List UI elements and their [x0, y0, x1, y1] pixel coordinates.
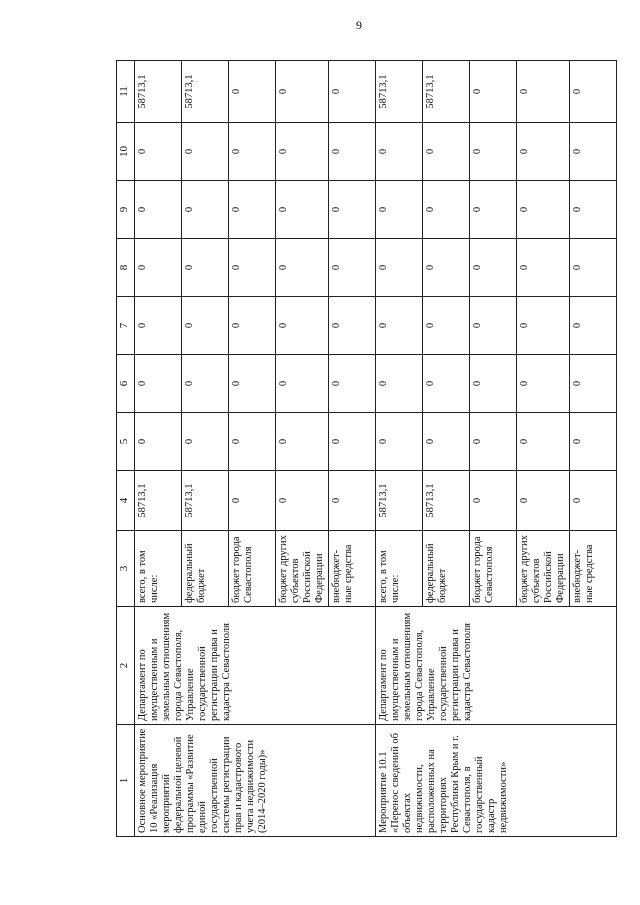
value-cell: 0	[470, 123, 517, 181]
value-cell: 0	[517, 61, 570, 123]
value-cell: 0	[182, 239, 229, 297]
activity-executor: Департамент по имущественным и земельным отношениям города Севастополя, Управление государственной регистрации права и кадастра Севастополя	[376, 607, 617, 725]
value-cell: 0	[135, 239, 182, 297]
funding-source: бюджет города Севастополя	[229, 531, 276, 607]
value-cell: 0	[329, 413, 376, 471]
value-cell: 0	[229, 355, 276, 413]
value-cell: 0	[135, 355, 182, 413]
value-cell: 0	[182, 123, 229, 181]
value-cell: 0	[376, 239, 423, 297]
value-cell: 0	[517, 123, 570, 181]
value-cell: 0	[229, 471, 276, 531]
value-cell: 58713,1	[376, 61, 423, 123]
value-cell: 0	[423, 413, 470, 471]
funding-source: федеральный бюджет	[182, 531, 229, 607]
funding-source: внебюджет-ные средства	[329, 531, 376, 607]
value-cell: 0	[570, 239, 617, 297]
column-number: 4	[117, 471, 135, 531]
funding-table	[116, 60, 617, 837]
value-cell: 0	[517, 181, 570, 239]
activity-executor: Департамент по имущественным и земельным отношениям города Севастополя, Управление государственной регистрации права и кадастра Севастополя	[135, 607, 376, 725]
value-cell: 0	[470, 355, 517, 413]
column-number: 6	[117, 355, 135, 413]
value-cell: 58713,1	[135, 61, 182, 123]
value-cell: 0	[329, 61, 376, 123]
value-cell: 0	[570, 355, 617, 413]
value-cell: 0	[229, 297, 276, 355]
value-cell: 58713,1	[376, 471, 423, 531]
column-number: 9	[117, 181, 135, 239]
value-cell: 0	[229, 123, 276, 181]
value-cell: 0	[329, 297, 376, 355]
value-cell: 0	[229, 61, 276, 123]
value-cell: 0	[423, 123, 470, 181]
value-cell: 0	[470, 413, 517, 471]
value-cell: 0	[470, 61, 517, 123]
value-cell: 0	[570, 471, 617, 531]
value-cell: 0	[470, 181, 517, 239]
funding-source: бюджет других субъектов Российской Федерации	[517, 531, 570, 607]
column-number: 3	[117, 531, 135, 607]
value-cell: 0	[423, 355, 470, 413]
value-cell: 0	[329, 239, 376, 297]
column-number: 1	[117, 725, 135, 837]
funding-source: федеральный бюджет	[423, 531, 470, 607]
value-cell: 0	[376, 413, 423, 471]
value-cell: 0	[376, 297, 423, 355]
value-cell: 0	[423, 297, 470, 355]
value-cell: 0	[182, 181, 229, 239]
value-cell: 0	[329, 471, 376, 531]
funding-source: бюджет других субъектов Российской Федерации	[276, 531, 329, 607]
column-number: 10	[117, 123, 135, 181]
column-number: 7	[117, 297, 135, 355]
value-cell: 0	[376, 123, 423, 181]
value-cell: 0	[276, 239, 329, 297]
value-cell: 0	[470, 471, 517, 531]
value-cell: 0	[182, 413, 229, 471]
value-cell: 58713,1	[423, 471, 470, 531]
funding-source: внебюджет-ные средства	[570, 531, 617, 607]
value-cell: 0	[517, 239, 570, 297]
value-cell: 0	[135, 181, 182, 239]
value-cell: 0	[470, 239, 517, 297]
column-number: 11	[117, 61, 135, 123]
value-cell: 0	[229, 239, 276, 297]
value-cell: 0	[570, 297, 617, 355]
activity-name: Мероприятие 10.1 «Перенос сведений об объектах недвижимости, расположенных на территориях Республики Крым и г. Севастополя, в государственный кадастр недвижимости»	[376, 725, 617, 837]
column-number: 5	[117, 413, 135, 471]
value-cell: 0	[276, 123, 329, 181]
value-cell: 0	[570, 413, 617, 471]
funding-source: всего, в том числе:	[376, 531, 423, 607]
value-cell: 0	[276, 471, 329, 531]
value-cell: 58713,1	[135, 471, 182, 531]
value-cell: 0	[135, 123, 182, 181]
value-cell: 0	[182, 297, 229, 355]
activity-name: Основное мероприятие 10 «Реализация мероприятий федеральной целевой программы «Развитие единой государственной системы регистрации прав и кадастрового учета недвижимости (2014–2020 годы)»	[135, 725, 376, 837]
table-row	[376, 61, 423, 837]
column-number: 8	[117, 239, 135, 297]
value-cell: 0	[517, 413, 570, 471]
value-cell: 0	[376, 181, 423, 239]
table-row	[135, 61, 182, 837]
value-cell: 0	[182, 355, 229, 413]
value-cell: 0	[276, 61, 329, 123]
value-cell: 58713,1	[182, 61, 229, 123]
value-cell: 58713,1	[182, 471, 229, 531]
value-cell: 0	[423, 181, 470, 239]
value-cell: 58713,1	[423, 61, 470, 123]
value-cell: 0	[276, 297, 329, 355]
value-cell: 0	[470, 297, 517, 355]
value-cell: 0	[329, 355, 376, 413]
value-cell: 0	[570, 181, 617, 239]
value-cell: 0	[276, 355, 329, 413]
value-cell: 0	[229, 413, 276, 471]
value-cell: 0	[135, 413, 182, 471]
value-cell: 0	[276, 181, 329, 239]
column-number: 2	[117, 607, 135, 725]
rotated-table-stage	[116, 61, 595, 837]
value-cell: 0	[229, 181, 276, 239]
value-cell: 0	[376, 355, 423, 413]
value-cell: 0	[570, 61, 617, 123]
value-cell: 0	[570, 123, 617, 181]
funding-source: всего, в том числе:	[135, 531, 182, 607]
value-cell: 0	[329, 123, 376, 181]
value-cell: 0	[517, 297, 570, 355]
funding-source: бюджет города Севастополя	[470, 531, 517, 607]
column-number-row	[117, 61, 135, 837]
value-cell: 0	[517, 471, 570, 531]
value-cell: 0	[276, 413, 329, 471]
value-cell: 0	[423, 239, 470, 297]
value-cell: 0	[135, 297, 182, 355]
value-cell: 0	[329, 181, 376, 239]
page-number: 9	[356, 18, 362, 32]
value-cell: 0	[517, 355, 570, 413]
